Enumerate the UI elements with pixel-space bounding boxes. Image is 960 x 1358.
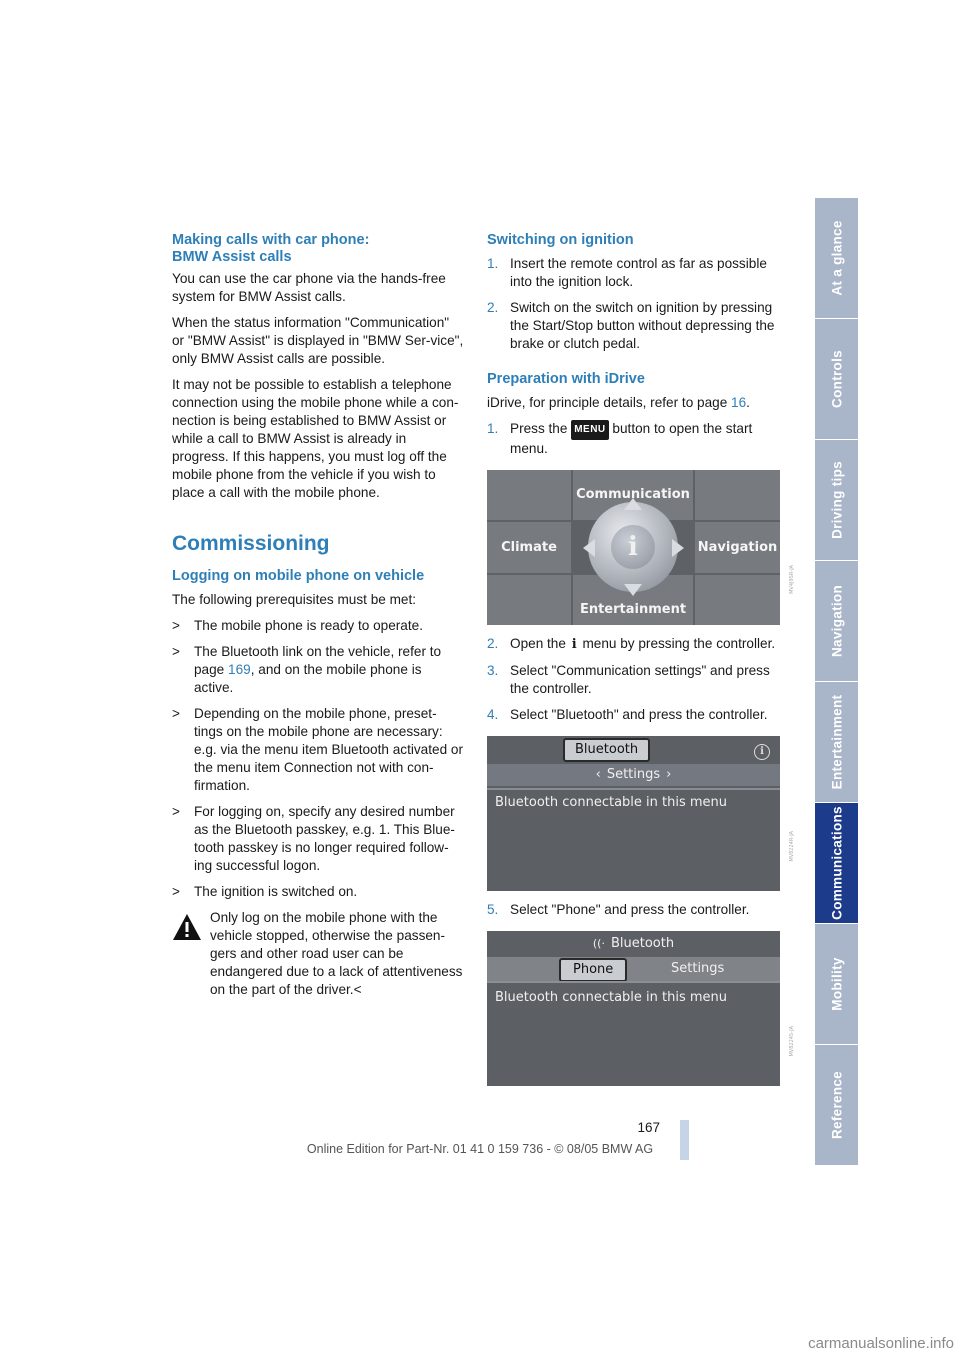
tab-controls[interactable] [815,319,858,439]
page-link-16[interactable]: 16 [731,395,747,410]
warning-body: Only log on the mobile phone with the vehicle stopped, otherwise the passen-gers and other road user can be endangered due to a lack of attentiveness on the part of the driver. [210,910,463,997]
tab-label: Reference [829,1071,844,1139]
heading-preparation-idrive: Preparation with iDrive [487,371,645,387]
warning-text [172,909,464,999]
step-number: 3. [487,663,499,678]
step-text-pre: Open the [510,636,570,651]
step-number: 4. [487,707,499,722]
divider [487,981,780,983]
warning-note [172,909,464,999]
list-item [172,617,464,635]
bullet-marker: > [172,804,180,819]
screen-bluetooth [487,736,795,891]
menu-cell-corner [487,470,571,520]
chevron-right-icon: › [666,767,672,782]
tab-label: Entertainment [829,694,844,790]
heading-bmw-assist-calls: Making calls with car phone: BMW Assist calls [172,232,370,265]
tab-label: Controls [829,350,844,408]
tab-entertainment[interactable] [815,682,858,802]
menu-item-communication: Communication [573,470,693,520]
warning-end-mark: < [353,982,362,997]
divider [487,788,780,790]
image-code: MV8224S-JA [789,1026,795,1057]
bullet-marker: > [172,884,180,899]
bullet-text: Depending on the mobile phone, preset-tings on the mobile phone are necessary: e.g. via the menu item Bluetooth activated or the menu item Connection not with con-firmation. [194,706,464,793]
tab-settings: Settings [671,961,725,976]
tab-row [487,957,780,981]
heading-logging-on: Logging on mobile phone on vehicle [172,568,425,584]
arrow-down-icon [624,584,642,596]
step-text-post: menu by pressing the controller. [578,636,776,651]
step-text: Select "Bluetooth" and press the controller. [510,707,768,722]
chevron-left-icon: ‹ [595,767,601,782]
heading-switching-on-ignition: Switching on ignition [487,232,634,248]
screen-title-bar [487,933,780,955]
step-item [487,635,780,654]
info-i-icon: i [611,525,655,569]
bullet-text: For logging on, specify any desired number as the Bluetooth passkey, e.g. 1. This Blue-tooth passkey is no longer required follow-ing successful logon. [194,804,455,873]
paragraph: When the status information "Communication" or "BMW Assist" is displayed in "BMW Ser-vice", only BMW Assist calls are possible. [172,315,464,366]
step-item [487,662,780,698]
bullet-marker: > [172,644,180,659]
settings-bar [487,764,780,786]
info-i-icon: i [571,637,577,652]
step-text: Select "Communication settings" and press the controller. [510,663,770,696]
step-item [487,255,780,291]
right-column [487,232,795,1096]
bluetooth-title: Bluetooth [610,936,675,951]
status-message: Bluetooth connectable in this menu [495,795,728,810]
tab-label: Driving tips [829,461,844,539]
step-text: Select "Phone" and press the controller. [510,902,750,917]
tab-navigation[interactable] [815,561,858,681]
status-message: Bluetooth connectable in this menu [495,990,728,1005]
tab-phone: Phone [559,958,627,982]
bullet-marker: > [172,706,180,721]
step-item [487,901,780,919]
bullet-text [194,643,464,697]
step-item [487,420,780,458]
menu-cell-corner [695,575,780,625]
bluetooth-title-pill: Bluetooth [563,738,650,762]
screen-start-menu [487,470,795,625]
tab-label: At a glance [829,220,844,296]
menu-item-navigation: Navigation [695,522,780,573]
paragraph-pre: iDrive, for principle details, refer to page [487,395,732,410]
menu-button-icon: MENU [571,420,608,440]
arrow-right-icon [672,539,684,557]
step-number: 2. [487,636,499,651]
heading-commissioning: Commissioning [172,532,330,555]
tab-label: Mobility [829,957,844,1011]
step-text-pre: Press the [510,421,572,436]
warning-triangle-icon [172,913,202,941]
menu-item-climate: Climate [487,522,571,573]
page-number: 167 [637,1120,660,1135]
paragraph: It may not be possible to establish a telephone connection using the mobile phone while a con-nection is being established to BMW Assist or while a call to BMW Assist is already in progress. If this happens, you must log off the mobile phone from the vehicle if you wish to place a call with the mobile phone. [172,377,459,500]
menu-cell-corner [487,575,571,625]
menu-cell-corner [695,470,780,520]
menu-item-entertainment: Entertainment [573,575,693,625]
tab-driving-tips[interactable] [815,440,858,560]
bullet-text: The mobile phone is ready to operate. [194,618,423,633]
arrow-left-icon [583,539,595,557]
step-number: 1. [487,421,499,436]
step-number: 1. [487,256,499,271]
paragraph-post: . [746,395,750,410]
chapter-tabs [815,198,858,1166]
tab-label: Communications [829,806,844,920]
page-link-169[interactable]: 169 [228,662,251,677]
bluetooth-signal-icon: ((· [592,937,605,950]
idrive-controller-icon [588,502,678,592]
paragraph: The following prerequisites must be met: [172,592,417,607]
tab-mobility[interactable] [815,924,858,1044]
image-code: MV4J9SR-JA [789,565,795,594]
watermark: carmanualsonline.info [808,1335,954,1352]
step-text-post: button to open the start menu. [510,421,753,456]
step-text [510,420,780,458]
step-text: Switch on the switch on ignition by pressing the Start/Stop button without depressing the brake or clutch pedal. [510,300,775,351]
paragraph: You can use the car phone via the hands-free system for BMW Assist calls. [172,271,446,304]
list-item [172,803,464,875]
step-text [510,635,775,654]
list-item [172,643,464,697]
step-item [487,706,780,724]
list-item [172,883,464,901]
left-column [172,232,464,999]
bullet-text: The ignition is switched on. [194,884,358,899]
tab-label: Navigation [829,584,844,658]
screen-title-bar [487,739,780,761]
step-number: 5. [487,902,499,917]
step-number: 2. [487,300,499,315]
screen-phone [487,931,795,1086]
bullet-text-pre: The Bluetooth link on the vehicle, refer to page [194,644,442,677]
bullet-text-post: , and on the mobile phone is active. [194,662,422,695]
footer-edition: Online Edition for Part-Nr. 01 41 0 159 736 - © 08/05 BMW AG [306,1142,654,1156]
bullet-marker: > [172,618,180,633]
list-item [172,705,464,795]
arrow-up-icon [624,498,642,510]
paragraph [487,394,780,412]
image-code: MV8224R-JA [789,831,795,862]
info-i-icon: i [754,744,770,760]
step-item [487,299,780,353]
tab-at-a-glance[interactable] [815,198,858,318]
tab-communications[interactable] [815,803,858,923]
step-text: Insert the remote control as far as possible into the ignition lock. [510,256,767,289]
settings-label: Settings [606,767,661,782]
